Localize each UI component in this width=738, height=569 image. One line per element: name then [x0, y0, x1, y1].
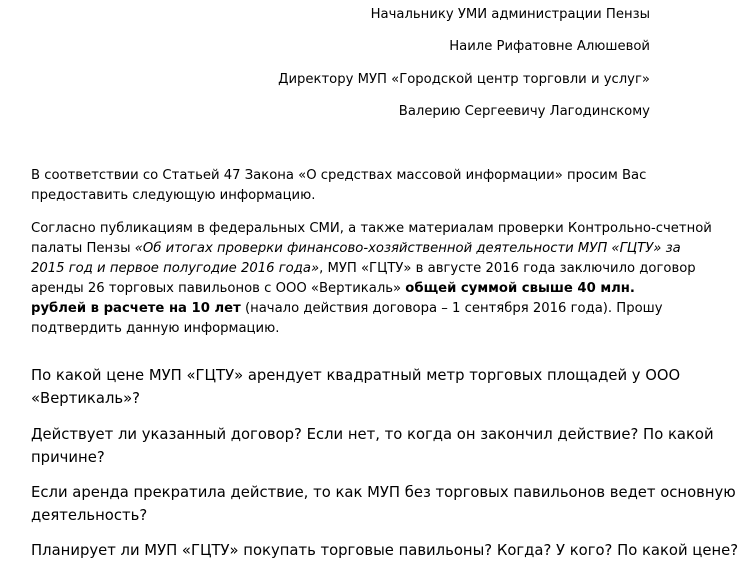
- body-text: , МУП «ГЦТУ» в августе 2016 года заключило договор: [319, 261, 696, 276]
- body-line-5: [31, 299, 663, 319]
- sum-bold: рублей в расчете на 10 лет: [31, 301, 241, 316]
- question-4-line-1: Планирует ли МУП «ГЦТУ» покупать торговые павильоны? Когда? У кого? По какой цене?: [31, 542, 738, 559]
- sum-bold: общей суммой свыше 40 млн.: [405, 281, 635, 296]
- body-text: аренды 26 торговых павильонов с ООО «Вертикаль»: [31, 281, 406, 296]
- body-text: палаты Пензы: [31, 241, 135, 256]
- report-title-italic: 2015 год и первое полугодие 2016 года»: [31, 261, 320, 276]
- body-line-2: [31, 239, 681, 259]
- question-2: [31, 423, 714, 469]
- addressee-line-2: Наиле Рифатовне Алюшевой: [449, 39, 650, 54]
- body-line-3: [31, 259, 696, 279]
- question-2-line-2: причине?: [31, 449, 105, 466]
- report-title-italic: «Об итогах проверки финансово-хозяйственной деятельности МУП «ГЦТУ» за: [134, 241, 681, 256]
- body-line-6: подтвердить данную информацию.: [31, 321, 280, 336]
- body-text: (начало действия договора – 1 сентября 2016 года). Прошу: [240, 301, 663, 316]
- question-4: [31, 539, 738, 562]
- question-1-line-2: «Вертикаль»?: [31, 390, 141, 407]
- intro-line-2: предоставить следующую информацию.: [31, 188, 316, 203]
- question-3: [31, 481, 736, 527]
- intro-line-1: В соответствии со Статьей 47 Закона «О средствах массовой информации» просим Вас: [31, 168, 647, 183]
- intro-paragraph: [31, 166, 655, 206]
- body-paragraph: [31, 219, 712, 339]
- body-line-4: [31, 279, 655, 299]
- question-3-line-2: деятельность?: [31, 507, 148, 524]
- question-1-line-1: По какой цене МУП «ГЦТУ» арендует квадратный метр торговых площадей у ООО: [31, 367, 681, 384]
- addressee-line-3: Директору МУП «Городской центр торговли и услуг»: [278, 72, 650, 87]
- body-line-1: Согласно публикациям в федеральных СМИ, а также материалам проверки Контрольно-счетной: [31, 221, 712, 236]
- question-3-line-1: Если аренда прекратила действие, то как МУП без торговых павильонов ведет основную: [31, 484, 736, 501]
- addressee-line-1: Начальнику УМИ администрации Пензы: [370, 7, 650, 22]
- question-1: [31, 364, 681, 410]
- addressee-line-4: Валерию Сергеевичу Лагодинскому: [398, 104, 650, 119]
- question-2-line-1: Действует ли указанный договор? Если нет, то когда он закончил действие? По какой: [31, 426, 714, 443]
